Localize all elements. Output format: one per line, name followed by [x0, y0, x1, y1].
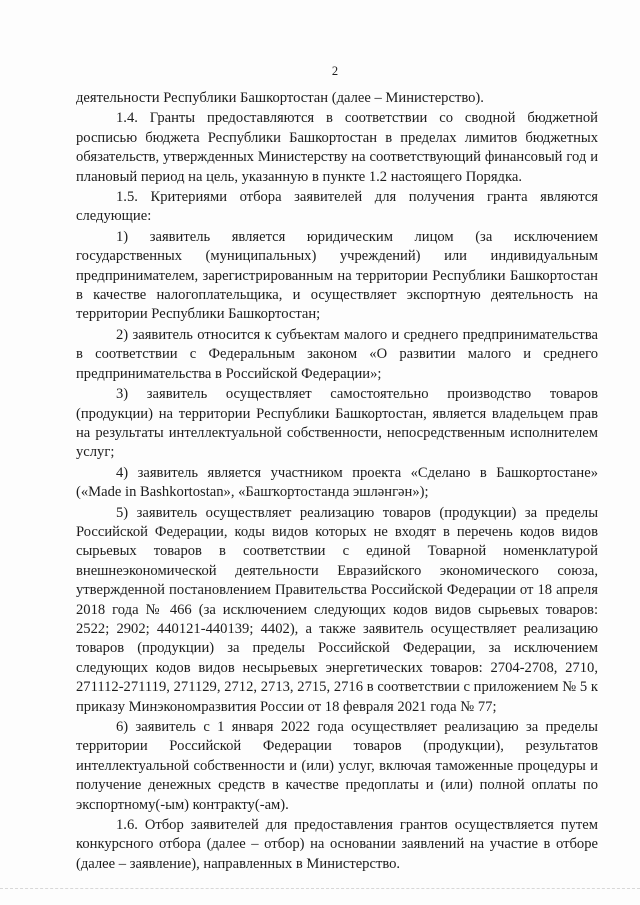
page-number: 2	[331, 64, 339, 78]
criterion-6: 6) заявитель с 1 января 2022 года осуществляет реализацию за пределы территории Российской Федерации товаров (продукции), результатов интеллектуальной собственности и (или) услуг, включая таможенные процедуры и получение денежных средств в качестве предоплаты и (или) полной оплаты по экспортному(-ым) контракту(-ам).	[76, 719, 598, 813]
paragraph-continuation: деятельности Республики Башкортостан (далее – Министерство).	[76, 90, 484, 106]
paragraph-1-4: 1.4. Гранты предоставляются в соответствии со сводной бюджетной росписью бюджета Республики Башкортостан в пределах лимитов бюджетных обязательств, утвержденных Министерству на соответствующий финансовый год и плановый период на цель, указанную в пункте 1.2 настоящего Порядка.	[76, 110, 598, 185]
paragraph-1-6: 1.6. Отбор заявителей для предоставления грантов осуществляется путем конкурсного отбора (далее – отбор) на основании заявлений на участие в отборе (далее – заявление), направленных в Министерство.	[76, 817, 598, 872]
document-body	[76, 89, 598, 875]
criterion-5: 5) заявитель осуществляет реализацию товаров (продукции) за пределы Российской Федерации, коды видов которых не входят в перечень кодов видов сырьевых товаров в соответствии с единой Товарной номенклатурой внешнеэкономической деятельности Евразийского экономического союза, утвержденной постановлением Правительства Российской Федерации от 18 апреля 2018 года № 466 (за исключением следующих кодов видов сырьевых товаров: 2522; 2902; 440121-440139; 4402), а также заявитель осуществляет реализацию товаров (продукции) за пределы Российской Федерации, за исключением следующих кодов видов несырьевых энергетических товаров: 2704-2708, 2710, 271112-271119, 271129, 2712, 2713, 2715, 2716 в соответствии с приложением № 5 к приказу Минэкономразвития России от 18 февраля 2021 года № 77;	[76, 504, 598, 715]
criterion-2: 2) заявитель относится к субъектам малого и среднего предпринимательства в соответствии с Федеральным законом «О развитии малого и среднего предпринимательства в Российской Федерации»;	[76, 326, 598, 382]
paragraph-1-5: 1.5. Критериями отбора заявителей для получения гранта являются следующие:	[76, 189, 598, 225]
criterion-1: 1) заявитель является юридическим лицом (за исключением государственных (муниципальных) учреждений) или индивидуальным предпринимателем, зарегистрированным на территории Республики Башкортостан в качестве налогоплательщика, и осуществляет экспортную деятельность на территории Республики Башкортостан;	[76, 228, 598, 323]
scan-edge-line	[0, 888, 640, 889]
criterion-3: 3) заявитель осуществляет самостоятельно производство товаров (продукции) на территории Республики Башкортостан, является владельцем прав на результаты интеллектуальной собственности, непосредственным исполнителем услуг;	[76, 386, 598, 461]
criterion-4: 4) заявитель является участником проекта «Сделано в Башкортостане» («Made in Bashkortostan», «Башҡортостанда эшләнгән»);	[76, 464, 598, 501]
